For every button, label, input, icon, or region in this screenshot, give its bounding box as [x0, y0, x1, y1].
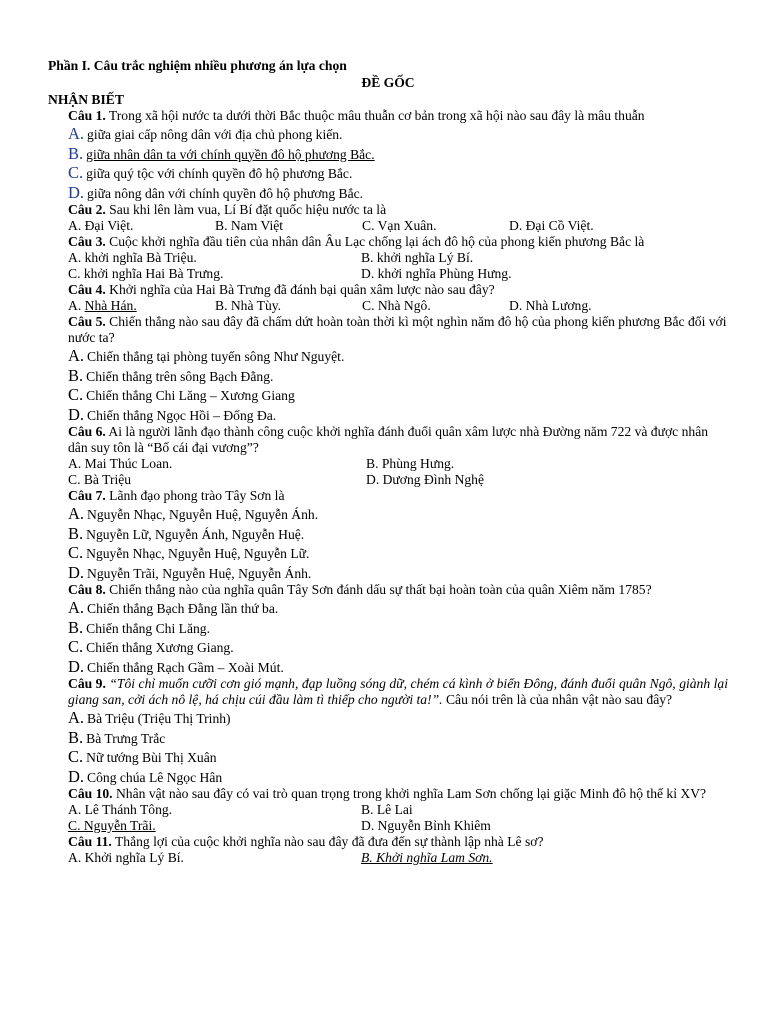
question-9-text: Câu nói trên là của nhân vật nào sau đây? — [442, 692, 673, 707]
option-text: Chiến thắng Chi Lăng. — [86, 620, 210, 636]
question-9 — [48, 676, 728, 786]
option-letter: D. — [68, 182, 85, 202]
question-8-stem — [68, 582, 728, 598]
question-11 — [48, 834, 728, 866]
question-1-label: Câu 1. — [68, 108, 106, 123]
option-letter: C. — [68, 637, 84, 656]
option-text: giữa quý tộc với chính quyền đô hộ phương Bắc. — [86, 166, 353, 181]
option-b — [68, 524, 728, 544]
option-text: Chiến thắng Ngọc Hồi – Đống Đa. — [87, 407, 277, 423]
option-d — [68, 183, 728, 203]
option-d — [68, 657, 728, 677]
question-7-label: Câu 7. — [68, 488, 106, 503]
question-5-label: Câu 5. — [68, 314, 106, 329]
option-a: A. Mai Thúc Loan. — [68, 456, 173, 471]
question-3-options-row-1 — [68, 250, 728, 266]
option-c: C. khởi nghĩa Hai Bà Trưng. — [68, 266, 224, 281]
question-10-text: Nhân vật nào sau đây có vai trò quan trọng trong khởi nghĩa Lam Sơn chống lại giặc Minh đô hộ thế kỉ XV? — [112, 786, 707, 801]
exam-subtitle: ĐỀ GỐC — [361, 75, 415, 90]
option-text: Nguyễn Lữ, Nguyễn Ánh, Nguyễn Huệ. — [86, 526, 305, 542]
option-letter: C. — [68, 747, 84, 766]
option-letter: A. — [68, 346, 85, 365]
option-d — [68, 767, 728, 787]
option-letter: A. — [68, 504, 85, 523]
option-b: B. Nhà Tùy. — [215, 298, 282, 313]
option-c-correct: C. Nguyễn Trãi. — [68, 818, 156, 833]
question-4-label: Câu 4. — [68, 282, 106, 297]
option-a: A. Đại Việt. — [68, 218, 134, 233]
option-letter: C. — [68, 543, 84, 562]
option-c — [68, 385, 728, 405]
option-d — [68, 563, 728, 583]
option-d: D. Nguyễn Bỉnh Khiêm — [361, 818, 491, 833]
question-4-stem — [68, 282, 728, 298]
question-4-text: Khởi nghĩa của Hai Bà Trưng đã đánh bại quân xâm lược nào sau đây? — [105, 282, 495, 297]
question-4 — [48, 282, 728, 314]
question-10-options-row-2 — [68, 818, 728, 834]
option-a: A. Khởi nghĩa Lý Bí. — [68, 850, 184, 865]
option-d — [68, 405, 728, 425]
option-a — [68, 598, 728, 618]
question-8 — [48, 582, 728, 676]
option-c — [68, 637, 728, 657]
option-b — [68, 728, 728, 748]
question-1-text: Trong xã hội nước ta dưới thời Bắc thuộc mâu thuẫn cơ bản trong xã hội nào sau đây là mâu thuẫn — [105, 108, 645, 123]
option-b: B. Nam Việt — [215, 218, 284, 233]
question-5-text: Chiến thắng nào sau đây đã chấm dứt hoàn toàn thời kì một nghìn năm đô hộ của phong kiến phương Bắc đối với nước ta? — [68, 314, 727, 345]
question-3-options-row-2 — [68, 266, 728, 282]
option-letter: D. — [68, 404, 85, 424]
option-text: Chiến thắng Rạch Gầm – Xoài Mút. — [87, 659, 284, 675]
question-5-stem — [68, 314, 728, 346]
option-text: giữa giai cấp nông dân với địa chủ phong kiến. — [87, 127, 343, 142]
option-text: Nguyễn Trãi, Nguyễn Huệ, Nguyễn Ánh. — [87, 565, 312, 581]
question-6-text: Ai là người lãnh đạo thành công cuộc khởi nghĩa đánh đuổi quân xâm lược nhà Đường năm 722 và được nhân dân suy tôn là “Bố cái đại vương”? — [68, 424, 709, 455]
question-3-stem — [68, 234, 728, 250]
part-heading: Phần I. Câu trắc nghiệm nhiều phương án lựa chọn — [48, 58, 347, 73]
option-letter: B. — [68, 523, 84, 543]
question-9-stem — [68, 676, 728, 708]
option-c — [68, 163, 728, 183]
option-letter: A. — [68, 598, 85, 617]
question-1 — [48, 108, 728, 124]
option-a: A. khởi nghĩa Bà Triệu. — [68, 250, 197, 265]
option-letter: C. — [68, 163, 84, 182]
question-7-stem — [68, 488, 728, 504]
question-1-stem — [68, 108, 728, 124]
section-heading: NHẬN BIẾT — [48, 92, 124, 107]
question-6 — [48, 424, 728, 488]
option-d: D. khởi nghĩa Phùng Hưng. — [361, 266, 512, 281]
question-6-label: Câu 6. — [68, 424, 106, 439]
question-2-stem — [68, 202, 728, 218]
question-10-label: Câu 10. — [68, 786, 113, 801]
option-b: B. Lê Lai — [361, 802, 413, 817]
question-10-options-row-1 — [68, 802, 728, 818]
option-c — [68, 543, 728, 563]
option-letter: B. — [68, 727, 84, 747]
option-text: Chiến thắng Xương Giang. — [86, 640, 234, 655]
option-d: D. Nhà Lương. — [509, 298, 592, 313]
option-letter: D. — [68, 656, 85, 676]
option-d: D. Đại Cồ Việt. — [509, 218, 594, 233]
question-9-label: Câu 9. — [68, 676, 106, 691]
question-2-label: Câu 2. — [68, 202, 106, 217]
option-letter: C. — [68, 385, 84, 404]
question-11-options-row-1 — [68, 850, 728, 866]
question-11-label: Câu 11. — [68, 834, 112, 849]
question-10 — [48, 786, 728, 834]
option-d: D. Dương Đình Nghệ — [366, 472, 485, 487]
question-1-options — [48, 124, 728, 202]
question-6-options-row-2 — [68, 472, 728, 488]
question-7-text: Lãnh đạo phong trào Tây Sơn là — [105, 488, 285, 503]
option-b: B. khởi nghĩa Lý Bí. — [361, 250, 474, 265]
option-text: Chiến thắng Chi Lăng – Xương Giang — [86, 388, 295, 403]
option-a — [68, 124, 728, 144]
option-a — [68, 708, 728, 728]
option-text: Nguyễn Nhạc, Nguyễn Huệ, Nguyễn Lữ. — [86, 546, 310, 561]
option-letter: B. — [68, 365, 84, 385]
question-2-text: Sau khi lên làm vua, Lí Bí đặt quốc hiệu nước ta là — [105, 202, 387, 217]
option-c: C. Nhà Ngô. — [362, 298, 431, 313]
option-a — [68, 298, 215, 314]
option-text: Chiến thắng tại phòng tuyến sông Như Nguyệt. — [87, 349, 345, 364]
question-7 — [48, 488, 728, 582]
option-text: Công chúa Lê Ngọc Hân — [87, 769, 223, 785]
option-letter: B. — [68, 143, 84, 163]
question-6-stem — [68, 424, 728, 456]
question-11-text: Thắng lợi của cuộc khởi nghĩa nào sau đây đã đưa đến sự thành lập nhà Lê sơ? — [111, 834, 544, 849]
option-c — [68, 747, 728, 767]
question-8-label: Câu 8. — [68, 582, 106, 597]
question-2 — [48, 202, 728, 234]
question-11-stem — [68, 834, 728, 850]
document-page — [48, 58, 728, 866]
question-3-label: Câu 3. — [68, 234, 106, 249]
option-text: Bà Trưng Trắc — [86, 730, 166, 746]
option-text: Bà Triệu (Triệu Thị Trinh) — [87, 711, 231, 726]
option-b — [68, 366, 728, 386]
option-b: B. Phùng Hưng. — [366, 456, 455, 471]
question-8-text: Chiến thắng nào của nghĩa quân Tây Sơn đánh dấu sự thất bại hoàn toàn của quân Xiêm năm 1785? — [105, 582, 652, 597]
option-a-text-correct: Nhà Hán. — [84, 298, 137, 313]
option-letter: A. — [68, 708, 85, 727]
question-2-options — [68, 218, 728, 234]
question-10-stem — [68, 786, 728, 802]
question-5 — [48, 314, 728, 424]
option-text: Chiến thắng trên sông Bạch Đằng. — [86, 368, 274, 384]
option-a: A. Lê Thánh Tông. — [68, 802, 173, 817]
option-letter: D. — [68, 766, 85, 786]
option-c: C. Vạn Xuân. — [362, 218, 437, 233]
option-text: Nữ tướng Bùi Thị Xuân — [86, 750, 217, 765]
option-text: giữa nông dân với chính quyền đô hộ phương Bắc. — [87, 185, 364, 201]
option-letter: B. — [68, 617, 84, 637]
option-b-correct: B. Khởi nghĩa Lam Sơn. — [361, 850, 493, 865]
option-b — [68, 144, 728, 164]
option-text: Chiến thắng Bạch Đằng lần thứ ba. — [87, 601, 279, 616]
option-letter: A. — [68, 124, 85, 143]
option-c: C. Bà Triệu — [68, 472, 132, 487]
option-b — [68, 618, 728, 638]
option-letter: D. — [68, 562, 85, 582]
question-9-quote: “Tôi chỉ muốn cưỡi cơn gió mạnh, đạp luồng sóng dữ, chém cá kình ở biển Đông, đánh đuổi quân Ngô, giành lại giang san, cởi ách nô lệ, há chịu cúi đầu làm tì thiếp cho người ta!”. — [68, 676, 728, 707]
option-a — [68, 504, 728, 524]
option-text: Nguyễn Nhạc, Nguyễn Huệ, Nguyễn Ánh. — [87, 507, 319, 522]
question-3-text: Cuộc khởi nghĩa đầu tiên của nhân dân Âu Lạc chống lại ách đô hộ của phong kiến phương Bắc là — [105, 234, 645, 249]
question-3 — [48, 234, 728, 282]
question-6-options-row-1 — [68, 456, 728, 472]
option-a-prefix: A. — [68, 298, 85, 313]
question-4-options — [68, 298, 728, 314]
option-text-correct: giữa nhân dân ta với chính quyền đô hộ phương Bắc. — [86, 146, 375, 162]
option-a — [68, 346, 728, 366]
